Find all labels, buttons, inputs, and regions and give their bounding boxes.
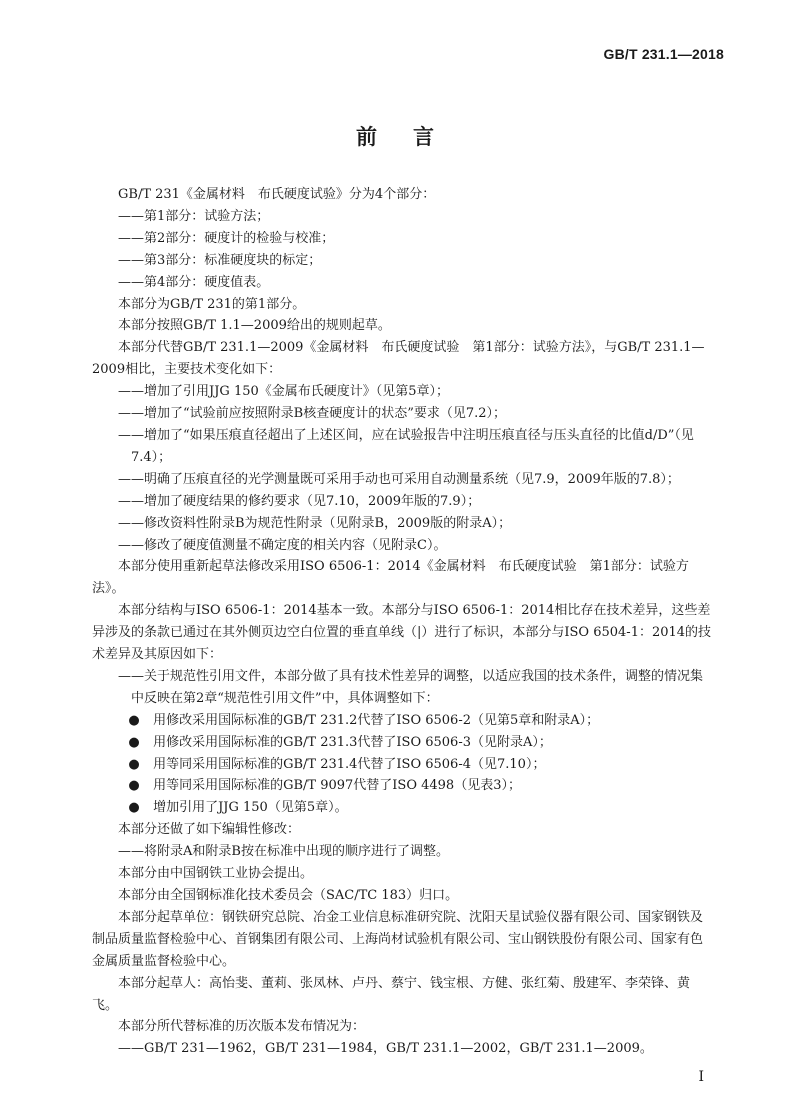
bullet-dot-icon: ●	[128, 778, 140, 794]
paragraph: 本部分使用重新起草法修改采用ISO 6506-1：2014《金属材料 布氏硬度试验 第1部分：试验方法》。	[92, 559, 689, 597]
paragraph: 本部分由全国钢标准化技术委员会（SAC/TC 183）归口。	[118, 888, 459, 903]
list-item: ——修改资料性附录B为规范性附录（见附录B，2009版的附录A）；	[118, 515, 512, 531]
paragraph: 本部分为GB/T 231的第1部分。	[118, 296, 306, 312]
bullet-text: 增加引用了JJG 150（见第5章）。	[153, 800, 348, 816]
paragraph: 本部分由中国钢铁工业协会提出。	[118, 866, 314, 882]
bullet-dot-icon: ●	[128, 734, 140, 750]
list-item: ——将附录A和附录B按在标准中出现的顺序进行了调整。	[118, 844, 449, 860]
bullet-item	[92, 732, 712, 754]
list-item: ——增加了引用JJG 150《金属布氏硬度计》（见第5章）；	[118, 384, 450, 400]
bullet-dot-icon: ●	[128, 712, 140, 728]
list-item: ——第2部分：硬度计的检验与校准；	[118, 230, 335, 246]
list-item: ——增加了硬度结果的修约要求（见7.10，2009年版的7.9）；	[118, 493, 481, 509]
paragraph: 本部分代替GB/T 231.1—2009《金属材料 布氏硬度试验 第1部分：试验方法》，与GB/T 231.1—2009相比，主要技术变化如下：	[92, 340, 705, 378]
foreword-body	[92, 184, 712, 1060]
list-item: ——增加了“如果压痕直径超出了上述区间，应在试验报告中注明压痕直径与压头直径的比值d/D”（见7.4）；	[118, 427, 694, 465]
paragraph: 本部分还做了如下编辑性修改：	[118, 822, 301, 838]
list-item: ——关于规范性引用文件，本部分做了具有技术性差异的调整，以适应我国的技术条件，调整的情况集中反映在第2章“规范性引用文件”中，具体调整如下：	[118, 668, 704, 706]
bullet-dot-icon: ●	[128, 756, 140, 772]
bullet-text: 用等同采用国际标准的GB/T 9097代替了ISO 4498（见表3）；	[153, 778, 521, 794]
paragraph: 本部分按照GB/T 1.1—2009给出的规则起草。	[118, 318, 391, 334]
bullet-item	[92, 754, 712, 776]
list-item: ——第4部分：硬度值表。	[118, 274, 270, 290]
paragraph: 本部分起草单位：钢铁研究总院、冶金工业信息标准研究院、沈阳天星试验仪器有限公司、国家钢铁及制品质量监督检验中心、首钢集团有限公司、上海尚材试验机有限公司、宝山钢铁股份有限公司、国家有色金属质量监督检验中心。	[92, 909, 704, 969]
bullet-text: 用修改采用国际标准的GB/T 231.2代替了ISO 6506-2（见第5章和附录A）；	[153, 712, 600, 728]
list-item: ——修改了硬度值测量不确定度的相关内容（见附录C）。	[118, 537, 447, 553]
list-item: ——GB/T 231—1962，GB/T 231—1984，GB/T 231.1—2002，GB/T 231.1—2009。	[118, 1041, 653, 1057]
bullet-item	[92, 797, 712, 819]
paragraph: GB/T 231《金属材料 布氏硬度试验》分为4个部分：	[118, 187, 436, 202]
bullet-item	[92, 710, 712, 732]
bullet-dot-icon: ●	[128, 800, 140, 816]
paragraph: 本部分所代替标准的历次版本发布情况为：	[118, 1019, 366, 1035]
bullet-text: 用修改采用国际标准的GB/T 231.3代替了ISO 6506-3（见附录A）；	[153, 734, 552, 750]
paragraph: 本部分起草人：高怡斐、董莉、张凤林、卢丹、蔡宁、钱宝根、方健、张红菊、殷建军、李荣锋、黄飞。	[92, 975, 691, 1013]
list-item: ——增加了“试验前应按照附录B核查硬度计的状态”要求（见7.2）；	[118, 406, 507, 422]
bullet-text: 用等同采用国际标准的GB/T 231.4代替了ISO 6506-4（见7.10）；	[153, 756, 546, 772]
bullet-item	[92, 775, 712, 797]
standard-number: GB/T 231.1—2018	[603, 46, 724, 62]
list-item: ——明确了压痕直径的光学测量既可采用手动也可采用自动测量系统（见7.9，2009年版的7.8）；	[118, 471, 680, 487]
page-title: 前言	[356, 125, 470, 149]
page-number: I	[698, 1069, 704, 1085]
list-item: ——第3部分：标准硬度块的标定；	[118, 252, 322, 268]
paragraph: 本部分结构与ISO 6506-1：2014基本一致。本部分与ISO 6506-1：2014相比存在技术差异，这些差异涉及的条款已通过在其外侧页边空白位置的垂直单线（|）进行了标识，本部分与ISO 6504-1：2014的技术差异及其原因如下：	[92, 603, 712, 663]
list-item: ——第1部分：试验方法；	[118, 208, 270, 224]
